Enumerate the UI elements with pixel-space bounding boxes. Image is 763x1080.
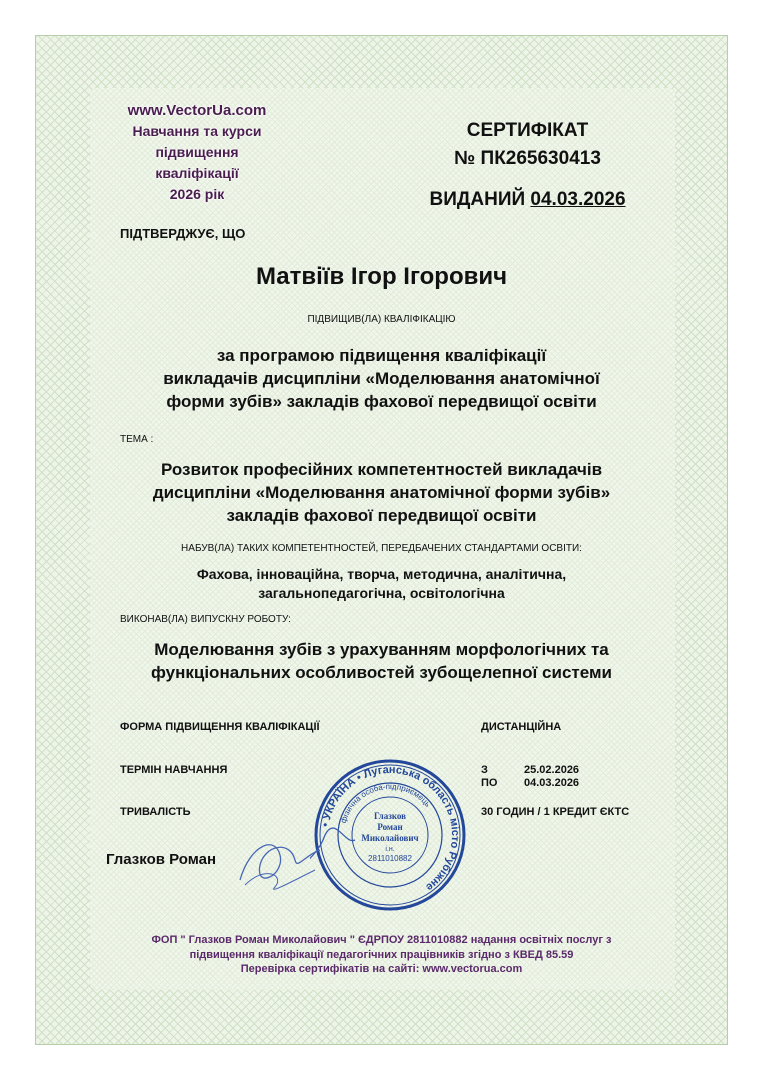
signature-scribble (235, 825, 325, 895)
program-line: за програмою підвищення кваліфікації (216, 346, 547, 365)
stamp-center-line: Роман (377, 822, 403, 832)
qualified-label: ПІДВИЩИВ(ЛА) КВАЛІФІКАЦІЮ (307, 314, 456, 325)
thesis-line: Моделювання зубів з урахуванням морфологічних та (154, 640, 609, 659)
logo-line: www.VectorUa.com (127, 102, 267, 119)
topic-line: закладів фахової передвищої освіти (226, 506, 537, 525)
stamp-center-line: 2811010882 (368, 854, 412, 863)
footer-line: ФОП " Глазков Роман Миколайович " ЄДРПОУ 2811010882 надання освітніх послуг з (151, 934, 612, 946)
recipient-name: Матвіїв Ігор Ігорович (255, 263, 508, 290)
form-value: ДИСТАНЦІЙНА (481, 721, 562, 733)
thesis-line: функціональних особливостей зубощелепної системи (151, 663, 612, 682)
footer (0, 933, 763, 977)
confirms-label: ПІДТВЕРДЖУЄ, ЩО (120, 226, 246, 241)
issued-line (380, 189, 675, 211)
footer-line: підвищення кваліфікації педагогічних працівників згідно з КВЕД 85.59 (189, 948, 574, 961)
stamp-center-line: Миколайович (361, 833, 419, 843)
logo-line: підвищення (155, 144, 239, 160)
signer-name: Глазков Роман (106, 851, 217, 868)
official-stamp (310, 755, 470, 915)
thesis-label: ВИКОНАВ(ЛА) ВИПУСКНУ РОБОТУ: (120, 614, 291, 625)
certificate-number: № ПК265630413 (454, 148, 601, 169)
issued-label: ВИДАНИЙ (429, 189, 526, 210)
issued-date: 04.03.2026 (530, 189, 626, 210)
topic-label: ТЕМА : (120, 434, 154, 445)
term-label: ТЕРМІН НАВЧАННЯ (120, 764, 228, 776)
from-label: З (481, 764, 488, 776)
provider-logo (97, 100, 297, 205)
stamp-center-line: і.н. (385, 846, 395, 853)
logo-line: кваліфікації (155, 165, 239, 181)
stamp-ring-text: фізична особа-підприємець (338, 781, 433, 825)
competencies-label: НАБУВ(ЛА) ТАКИХ КОМПЕТЕНТНОСТЕЙ, ПЕРЕДБАЧЕНИХ СТАНДАРТАМИ ОСВІТИ: (181, 543, 582, 554)
topic-line: дисципліни «Моделювання анатомічної форми зубів» (152, 483, 611, 502)
duration-label: ТРИВАЛІСТЬ (120, 806, 191, 818)
certificate-title: СЕРТИФІКАТ (466, 120, 589, 141)
topic-line: Розвиток професійних компетентностей викладачів (160, 460, 603, 479)
competencies-line: загальнопедагогічна, освітологічна (258, 585, 505, 601)
to-date: 04.03.2026 (524, 777, 580, 789)
stamp-center-line: Глазков (373, 811, 407, 821)
program-line: форми зубів» закладів фахової передвищої освіти (166, 392, 597, 411)
logo-line: Навчання та курси (132, 123, 262, 139)
footer-verify-link: Перевірка сертифікатів на сайті: www.vectorua.com (240, 963, 523, 975)
to-label: ПО (481, 777, 498, 789)
program-line: викладачів дисципліни «Моделювання анатомічної (163, 369, 600, 388)
form-label: ФОРМА ПІДВИЩЕННЯ КВАЛІФІКАЦІЇ (120, 721, 320, 733)
from-date: 25.02.2026 (524, 764, 580, 776)
logo-line: 2026 рік (169, 186, 225, 202)
stamp-outer-text: • УКРАЇНА • Луганська область місто Рубіжне (319, 763, 462, 894)
competencies-line: Фахова, інноваційна, творча, методична, аналітична, (196, 566, 567, 582)
duration-value: 30 ГОДИН / 1 КРЕДИТ ЄКТС (481, 806, 630, 818)
